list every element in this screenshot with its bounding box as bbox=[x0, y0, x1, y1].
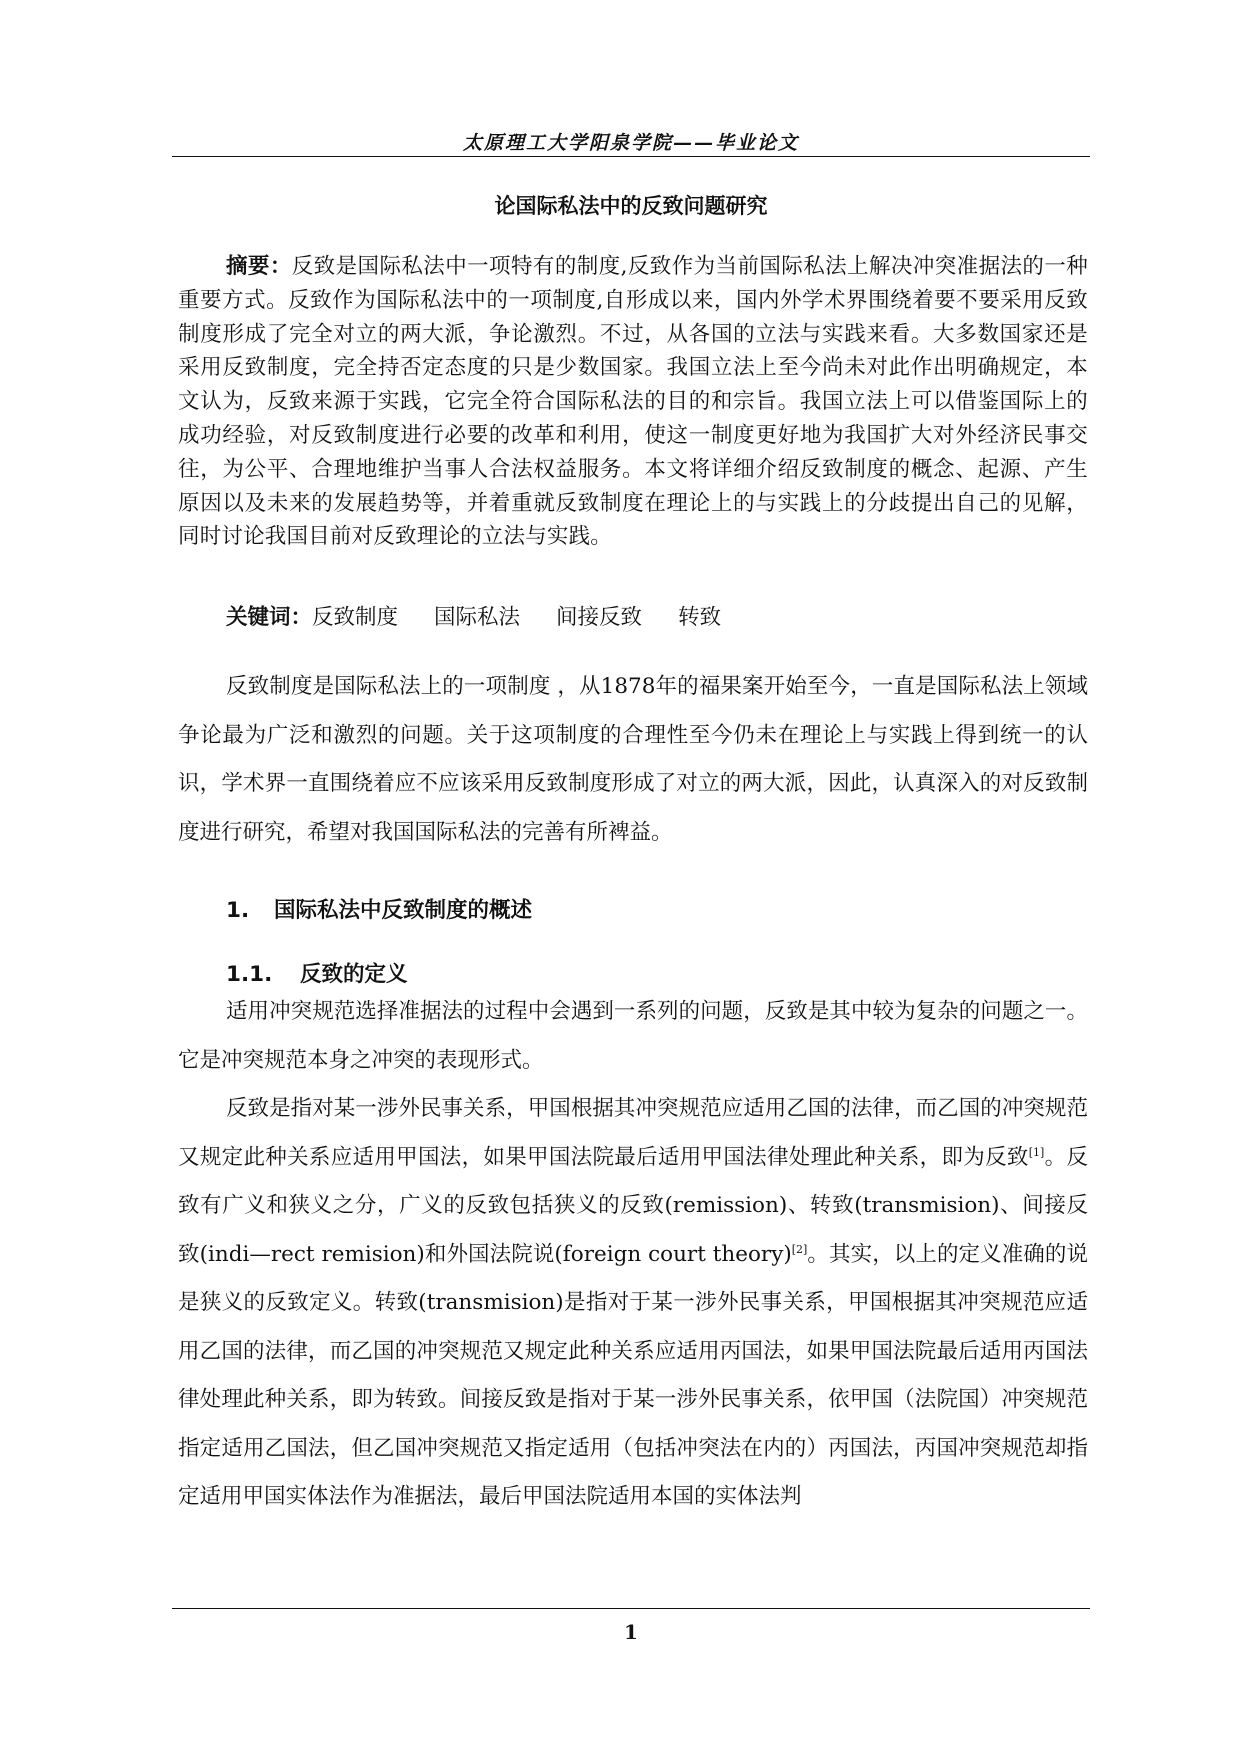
header-rule bbox=[172, 156, 1090, 157]
section-heading-1 bbox=[226, 893, 532, 924]
keyword-item: 间接反致 bbox=[556, 605, 643, 630]
definition-text: 。其实，以上的定义准确的说是狭义的反致定义。转致(transmision)是指对于某一涉外民事关系，甲国根据其冲突规范应适用乙国的法律，而乙国的冲突规范又规定此种关系应适用丙国法，如果甲国法院最后适用丙国法律处理此种关系，即为转致。间接反致是指对于某一涉外民事关系，依甲国（法院国）冲突规范指定适用乙国法，但乙国冲突规范又指定适用（包括冲突法在内的）丙国法，丙国冲突规范却指定适用甲国实体法作为准据法，最后甲国法院适用本国的实体法判 bbox=[178, 1241, 1088, 1509]
definition-text: 反致是指对某一涉外民事关系，甲国根据其冲突规范应适用乙国的法律，而乙国的冲突规范又规定此种关系应适用甲国法，如果甲国法院最后适用甲国法律处理此种关系，即为反致 bbox=[178, 1096, 1088, 1170]
abstract-paragraph bbox=[178, 250, 1088, 554]
abstract-text: 反致是国际私法中一项特有的制度,反致作为当前国际私法上解决冲突准据法的一种重要方式。反致作为国际私法中的一项制度,自形成以来，国内外学术界围绕着要不要采用反致制度形成了完全对立的两大派，争论激烈。不过，从各国的立法与实践来看。大多数国家还是采用反致制度，完全持否定态度的只是少数国家。我国立法上至今尚未对此作出明确规定，本文认为，反致来源于实践，它完全符合国际私法的目的和宗旨。我国立法上可以借鉴国际上的成功经验，对反致制度进行必要的改革和利用，使这一制度更好地为我国扩大对外经济民事交往，为公平、合理地维护当事人合法权益服务。本文将详细介绍反致制度的概念、起源、产生原因以及未来的发展趋势等，并着重就反致制度在理论上的与实践上的分歧提出自己的见解，同时讨论我国目前对反致理论的立法与实践。 bbox=[178, 254, 1088, 550]
running-header: 太原理工大学阳泉学院——毕业论文 bbox=[462, 132, 799, 154]
keywords-line bbox=[226, 603, 757, 633]
definition-paragraph-1: 适用冲突规范选择准据法的过程中会遇到一系列的问题，反致是其中较为复杂的问题之一。它是冲突规范本身之冲突的表现形式。 bbox=[178, 999, 1088, 1073]
keyword-item: 转致 bbox=[678, 605, 722, 630]
footer-rule bbox=[172, 1608, 1090, 1609]
page-number: 1 bbox=[624, 1620, 638, 1644]
keyword-item: 反致制度 bbox=[312, 605, 399, 630]
paper-title: 论国际私法中的反致问题研究 bbox=[494, 194, 768, 218]
subsection-title: 反致的定义 bbox=[300, 962, 408, 987]
section-title: 国际私法中反致制度的概述 bbox=[274, 898, 533, 923]
keyword-item: 国际私法 bbox=[434, 605, 521, 630]
definition-text: 。反致有广义和狭义之分，广义的反致包括狭义的反致(remission)、转致(transmision)、间接反致(indi—rect remision)和外国法院说(foreign court theory) bbox=[178, 1144, 1088, 1267]
section-heading-1-1 bbox=[226, 957, 408, 988]
abstract-label: 摘要： bbox=[226, 254, 292, 279]
citation-ref: [1] bbox=[1028, 1145, 1045, 1159]
intro-paragraph: 反致制度是国际私法上的一项制度 ，从1878年的福果案开始至今，一直是国际私法上领域争论最为广泛和激烈的问题。关于这项制度的合理性至今仍未在理论上与实践上得到统一的认识，学术界一直围绕着应不应该采用反致制度形成了对立的两大派，因此，认真深入的对反致制度进行研究，希望对我国国际私法的完善有所裨益。 bbox=[178, 674, 1088, 845]
keywords-label: 关键词： bbox=[226, 605, 313, 630]
citation-ref: [2] bbox=[791, 1242, 808, 1256]
definition-paragraph-2 bbox=[178, 1085, 1088, 1522]
subsection-number: 1.1. bbox=[226, 962, 273, 987]
section-number: 1. bbox=[226, 898, 250, 923]
